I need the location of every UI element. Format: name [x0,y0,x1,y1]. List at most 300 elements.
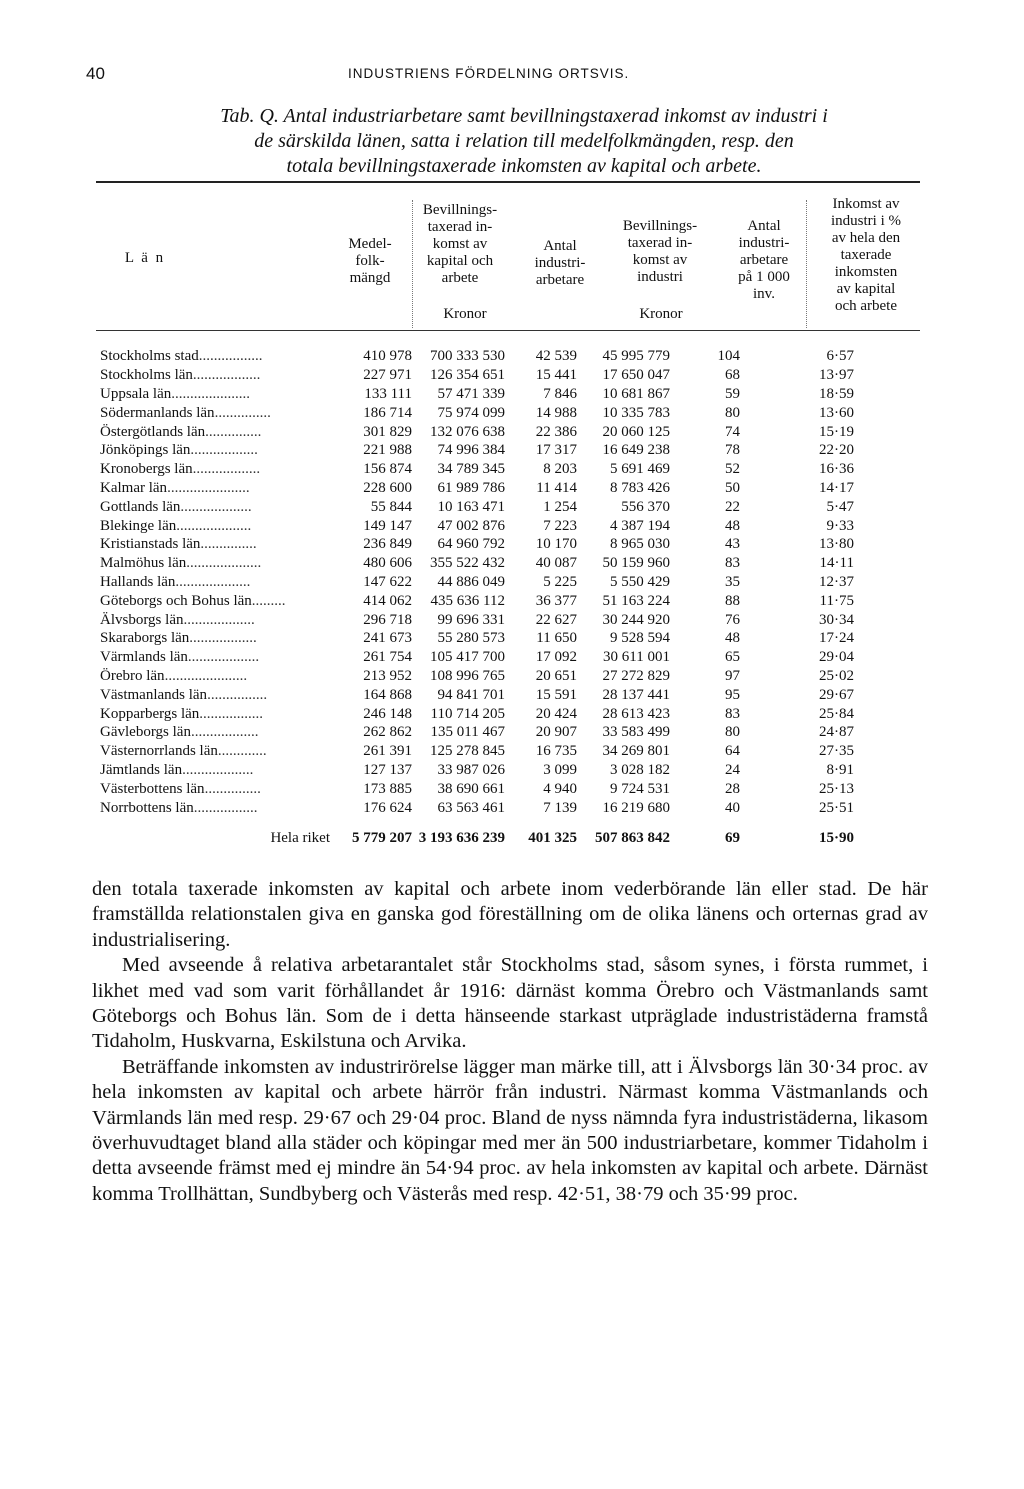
cell-per: 28 [725,780,740,797]
cell-bev-ind: 30 244 920 [602,611,670,628]
lan-name [100,704,336,723]
cell-bev-kap: 126 354 651 [430,367,505,384]
header-text: Bevillnings- [422,202,498,218]
cell-folk: 55 844 [370,498,412,515]
header-text: industri- [738,235,790,251]
cell-bev-kap: 10 163 471 [437,498,505,515]
cell-bev-ind: 16 649 238 [602,442,670,459]
cell-pct: 5·47 [826,498,854,515]
cell-per: 76 [725,611,740,628]
header-medelfolkmangd [330,236,410,287]
table-row [100,347,854,366]
cell-folk: 164 868 [363,686,412,703]
table-row [100,573,854,592]
cell-folk: 173 885 [363,780,412,797]
leader-dots: ................ [207,686,268,703]
cell-bev-kap: 44 886 049 [437,573,505,590]
header-text: mängd [349,270,391,286]
cell-pct: 25·51 [819,799,854,816]
cell-pct: 18·59 [819,385,854,402]
leader-dots: .................. [192,461,261,478]
cell-ind: 42 539 [535,348,577,365]
cell-bev-ind: 9 528 594 [610,630,670,647]
cell-per: 35 [725,573,740,590]
cell-bev-ind: 3 028 182 [610,761,670,778]
header-text: arbetare [739,252,789,268]
lan-name [100,497,336,516]
table-row [100,554,854,573]
cell-bev-ind: 30 611 001 [603,649,670,666]
table-row [100,516,854,535]
table-row [100,610,854,629]
paragraph: Med avseende å relativa arbetarantalet står Stockholms stad, såsom synes, i första rummet, i likhet med vad som varit förhållandet år 1916: därnäst komma Örebro och Västmanlands samt Göteborgs och Bohus län. Som de i detta hänseende starkast utpräglade industristäderna framstå Tidaholm, Huskvarna, Eskilstuna och Arvika. [92,954,928,1053]
caption-line: de särskilda länen, satta i relation till medelfolkmängden, resp. den [254,130,794,152]
cell-pct: 30·34 [819,611,854,628]
cell-bev-kap: 110 714 205 [430,705,505,722]
lan-label: Jönköpings län [100,442,191,459]
cell-per: 80 [725,724,740,741]
header-rule [96,330,920,331]
cell-ind: 11 650 [536,630,577,647]
table-row [100,591,854,610]
cell-ind: 20 424 [535,705,577,722]
cell-per: 40 [725,799,740,816]
cell-folk: 261 754 [363,649,412,666]
cell-per: 80 [725,404,740,421]
cell-bev-kap: 355 522 432 [430,555,505,572]
cell-bev-ind: 34 269 801 [602,743,670,760]
cell-per: 78 [725,442,740,459]
lan-label: Skaraborgs län [100,630,190,647]
leader-dots: ............... [204,780,261,797]
lan-name [100,573,336,592]
cell-per: 22 [725,498,740,515]
cell-ind: 20 907 [535,724,577,741]
cell-bev-kap: 3 193 636 239 [418,830,505,847]
cell-pct: 25·84 [819,705,854,722]
cell-folk: 213 952 [363,667,412,684]
cell-pct: 14·11 [819,555,854,572]
lan-name [100,667,336,686]
header-text: Antal [747,218,781,234]
cell-folk: 262 862 [363,724,412,741]
cell-folk: 176 624 [363,799,412,816]
cell-bev-kap: 99 696 331 [437,611,505,628]
cell-folk: 410 978 [363,348,412,365]
cell-bev-ind: 8 783 426 [610,479,670,496]
lan-name [100,779,336,798]
cell-folk: 246 148 [363,705,412,722]
cell-ind: 15 591 [535,686,577,703]
leader-dots: ...................... [164,667,248,684]
header-text: av hela den [831,230,901,246]
lan-label: Hallands län [100,573,176,590]
table-row [100,779,854,798]
cell-folk: 221 988 [363,442,412,459]
lan-label: Stockholms stad [100,348,199,365]
cell-bev-kap: 57 471 339 [437,385,505,402]
cell-bev-kap: 75 974 099 [437,404,505,421]
cell-per: 50 [725,479,740,496]
table-row [100,460,854,479]
header-text: folk- [355,253,385,269]
cell-bev-kap: 700 333 530 [430,348,505,365]
table-row [100,723,854,742]
cell-ind: 17 092 [535,649,577,666]
lan-name [100,347,336,366]
page-number: 40 [86,64,105,83]
leader-dots: ..................... [171,385,250,402]
leader-dots: .................... [186,555,262,572]
header-text: på 1 000 [738,269,790,285]
header-text: arbetare [535,272,585,288]
cell-pct: 15·19 [819,423,854,440]
header-text: komst av [632,252,688,268]
lan-label: Gävleborgs län [100,724,191,741]
lan-label: Malmöhus län [100,555,187,572]
cell-bev-kap: 125 278 845 [430,743,505,760]
cell-bev-kap: 63 563 461 [437,799,505,816]
lan-label: Västernorrlands län [100,743,218,760]
cell-pct: 25·13 [819,780,854,797]
cell-pct: 17·24 [819,630,854,647]
leader-dots: ............. [217,743,267,760]
cell-pct: 16·36 [819,461,854,478]
cell-per: 74 [725,423,740,440]
lan-name [100,366,336,385]
cell-bev-ind: 9 724 531 [610,780,670,797]
lan-label: Göteborgs och Bohus län [100,592,252,609]
cell-ind: 7 846 [543,385,577,402]
cell-ind: 8 203 [543,461,577,478]
cell-bev-ind: 28 613 423 [602,705,670,722]
cell-per: 59 [725,385,740,402]
header-bevillning-industri [608,218,712,286]
header-text: av kapital [836,281,896,297]
table-row [100,479,854,498]
cell-bev-ind: 10 681 867 [602,385,670,402]
lan-label: Örebro län [100,667,165,684]
cell-bev-ind: 5 691 469 [610,461,670,478]
header-text: industri [637,269,683,285]
cell-pct: 14·17 [819,479,854,496]
cell-bev-kap: 435 636 112 [430,592,505,609]
leader-dots: .................... [175,573,251,590]
cell-folk: 261 391 [363,743,412,760]
table-row [100,403,854,422]
lan-label: Värmlands län [100,649,188,666]
body-text [92,877,928,1207]
cell-bev-ind: 27 272 829 [602,667,670,684]
lan-label: Kopparbergs län [100,705,200,722]
cell-bev-ind: 33 583 499 [602,724,670,741]
leader-dots: ............... [205,423,262,440]
cell-pct: 13·60 [819,404,854,421]
lan-name [100,441,336,460]
cell-ind: 10 170 [535,536,577,553]
table-row [100,535,854,554]
lan-name [100,422,336,441]
header-text: inv. [753,286,775,302]
cell-bev-ind: 51 163 224 [602,592,670,609]
cell-pct: 9·33 [826,517,854,534]
cell-folk: 149 147 [363,517,412,534]
leader-dots: ................. [199,705,264,722]
cell-bev-ind: 4 387 194 [610,517,670,534]
lan-label: Kalmar län [100,479,168,496]
cell-per: 48 [725,630,740,647]
cell-ind: 1 254 [543,498,577,515]
lan-name [100,685,336,704]
leader-dots: .................. [190,442,258,459]
lan-label: Kronobergs län [100,461,193,478]
cell-ind: 15 441 [535,367,577,384]
header-lan [100,250,190,267]
lan-name [100,610,336,629]
lan-label: Kristianstads län [100,536,201,553]
table-row [100,422,854,441]
header-bevillning-kapital [410,202,510,287]
lan-label: Västerbottens län [100,780,205,797]
leader-dots: .................. [190,724,259,741]
data-table [100,347,854,848]
table-row [100,685,854,704]
cell-bev-kap: 132 076 638 [430,423,505,440]
leader-dots: ................... [183,611,255,628]
column-divider [412,200,413,328]
table-caption [114,104,934,179]
cell-pct: 24·87 [819,724,854,741]
cell-pct: 22·20 [819,442,854,459]
lan-name [100,723,336,742]
header-antal-industriarbetare [520,238,600,289]
header-text: taxerad in- [427,219,493,235]
cell-ind: 36 377 [535,592,577,609]
cell-folk: 186 714 [363,404,412,421]
lan-label: Södermanlands län [100,404,215,421]
header-antal-per-1000 [722,218,806,303]
cell-pct: 25·02 [819,667,854,684]
cell-bev-kap: 47 002 876 [437,517,505,534]
lan-label: Hela riket [270,830,330,847]
cell-pct: 11·75 [819,592,854,609]
paragraph: den totala taxerade inkomsten av kapital och arbete inom vederbörande län eller stad. De här framställda relationstalen giva en ganska god föreställning om de olika länens och orternas grad av industrialisering. [92,878,928,951]
table-row [100,742,854,761]
cell-pct: 6·57 [826,348,854,365]
lan-name [100,385,336,404]
lan-name [100,403,336,422]
cell-pct: 29·04 [819,649,854,666]
cell-bev-kap: 105 417 700 [430,649,505,666]
cell-ind: 4 940 [543,780,577,797]
lan-label: Norrbottens län [100,799,194,816]
cell-bev-ind: 10 335 783 [602,404,670,421]
table-total-row [100,817,854,848]
header-text: industri i % [831,213,901,229]
cell-bev-kap: 64 960 792 [437,536,505,553]
lan-name [100,648,336,667]
table-row [100,629,854,648]
cell-bev-kap: 94 841 701 [437,686,505,703]
cell-folk: 156 874 [363,461,412,478]
cell-bev-ind: 5 550 429 [610,573,670,590]
cell-bev-kap: 108 996 765 [430,667,505,684]
lan-label: Jämtlands län [100,761,183,778]
table-row [100,497,854,516]
cell-ind: 7 139 [543,799,577,816]
leader-dots: .................. [192,367,261,384]
cell-ind: 22 386 [535,423,577,440]
cell-bev-ind: 20 060 125 [602,423,670,440]
lan-name [100,516,336,535]
cell-folk: 296 718 [363,611,412,628]
table-row [100,366,854,385]
lan-label: Älvsborgs län [100,611,184,628]
cell-bev-ind: 28 137 441 [602,686,670,703]
cell-bev-kap: 61 989 786 [437,479,505,496]
lan-label: Västmanlands län [100,686,208,703]
header-text: industri- [534,255,586,271]
paragraph: Beträffande inkomsten av industrirörelse lägger man märke till, att i Älvsborgs län 30·34 proc. av hela inkomsten av kapital och arbete härrör från industri. Närmast komma Västmanlands och Värmlands län med resp. 29·67 och 29·04 proc. Bland de nyss nämnda fyra industristäderna, likasom överhuvudtaget bland alla städer och köpingar med mer än 500 industriarbetare, kommer Tidaholm i detta avseende främst med ej mindre än 54·94 proc. av hela inkomsten av kapital och arbete. Därnäst komma Trollhättan, Sundbyberg och Västerås med resp. 42·51, 38·79 och 35·99 proc. [92,1055,928,1205]
caption-line: totala bevillningstaxerade inkomsten av kapital och arbete. [286,155,762,177]
cell-bev-ind: 17 650 047 [602,367,670,384]
lan-name [100,761,336,780]
lan-name [100,535,336,554]
leader-dots: ...................... [167,479,250,496]
table-row [100,704,854,723]
header-text: inkomsten [834,264,898,280]
header-text: Medel- [348,236,392,252]
leader-dots: ................... [187,649,260,666]
cell-pct: 8·91 [826,761,854,778]
cell-pct: 12·37 [819,573,854,590]
cell-folk: 228 600 [363,479,412,496]
cell-per: 68 [725,367,740,384]
leader-dots: ................. [193,799,258,816]
lan-name [100,479,336,498]
table-row [100,385,854,404]
cell-folk: 480 606 [363,555,412,572]
leader-dots: ................... [182,761,254,778]
header-andel-procent [808,196,924,315]
cell-ind: 20 651 [535,667,577,684]
header-text: Bevillnings- [622,218,698,234]
cell-folk: 127 137 [363,761,412,778]
cell-folk: 241 673 [363,630,412,647]
cell-folk: 5 779 207 [352,830,412,847]
cell-bev-kap: 74 996 384 [437,442,505,459]
lan-name [100,591,336,610]
header-kronor-unit: Kronor [639,306,683,322]
cell-folk: 227 971 [363,367,412,384]
cell-folk: 236 849 [363,536,412,553]
cell-per: 83 [725,705,740,722]
cell-per: 48 [725,517,740,534]
cell-bev-ind: 8 965 030 [610,536,670,553]
cell-ind: 3 099 [543,761,577,778]
lan-label: Gottlands län [100,498,181,515]
running-head [86,64,944,88]
header-text: taxerade [840,247,892,263]
cell-per: 65 [725,649,740,666]
cell-bev-kap: 38 690 661 [437,780,505,797]
header-text: taxerad in- [627,235,693,251]
leader-dots: ................. [198,348,263,365]
cell-ind: 11 414 [536,479,577,496]
cell-per: 83 [725,555,740,572]
header-text: komst av [432,236,488,252]
lan-label: Östergötlands län [100,423,206,440]
cell-ind: 14 988 [535,404,577,421]
cell-pct: 27·35 [819,743,854,760]
lan-label: Uppsala län [100,385,172,402]
lan-name [100,798,336,817]
cell-folk: 414 062 [363,592,412,609]
cell-per: 97 [725,667,740,684]
lan-name [100,629,336,648]
header-text: kapital och [426,253,494,269]
cell-ind: 5 225 [543,573,577,590]
cell-bev-kap: 34 789 345 [437,461,505,478]
table-row [100,667,854,686]
cell-ind: 401 325 [528,830,577,847]
leader-dots: ............... [200,536,257,553]
lan-name [100,742,336,761]
cell-pct: 15·90 [818,830,854,847]
cell-folk: 147 622 [363,573,412,590]
table-row [100,441,854,460]
cell-per: 69 [725,830,740,847]
cell-bev-ind: 556 370 [621,498,670,515]
cell-folk: 133 111 [364,385,412,402]
cell-bev-kap: 135 011 467 [430,724,505,741]
cell-per: 52 [725,461,740,478]
cell-per: 104 [717,348,740,365]
leader-dots: ................... [180,498,252,515]
column-divider [806,200,807,328]
cell-ind: 7 223 [543,517,577,534]
cell-pct: 13·80 [819,536,854,553]
cell-pct: 29·67 [819,686,854,703]
cell-folk: 301 829 [363,423,412,440]
cell-ind: 22 627 [535,611,577,628]
lan-label: Stockholms län [100,367,193,384]
cell-bev-ind: 16 219 680 [602,799,670,816]
leader-dots: ......... [251,592,286,609]
cell-bev-kap: 33 987 026 [437,761,505,778]
header-kronor-unit: Kronor [443,306,487,322]
header-text: arbete [441,270,479,286]
cell-bev-ind: 50 159 960 [602,555,670,572]
cell-pct: 13·97 [819,367,854,384]
header-text: Antal [543,238,577,254]
cell-per: 95 [725,686,740,703]
cell-bev-ind: 507 863 842 [595,830,670,847]
cell-per: 64 [725,743,740,760]
cell-bev-kap: 55 280 573 [437,630,505,647]
table-row [100,648,854,667]
table-row [100,761,854,780]
top-rule [96,181,920,183]
cell-per: 88 [725,592,740,609]
leader-dots: ............... [214,404,271,421]
caption-line: Tab. Q. Antal industriarbetare samt bevillningstaxerad inkomst av industri i [220,105,828,127]
lan-label: Blekinge län [100,517,177,534]
lan-name [100,554,336,573]
cell-per: 24 [725,761,740,778]
header-text: och arbete [834,298,898,314]
cell-ind: 40 087 [535,555,577,572]
